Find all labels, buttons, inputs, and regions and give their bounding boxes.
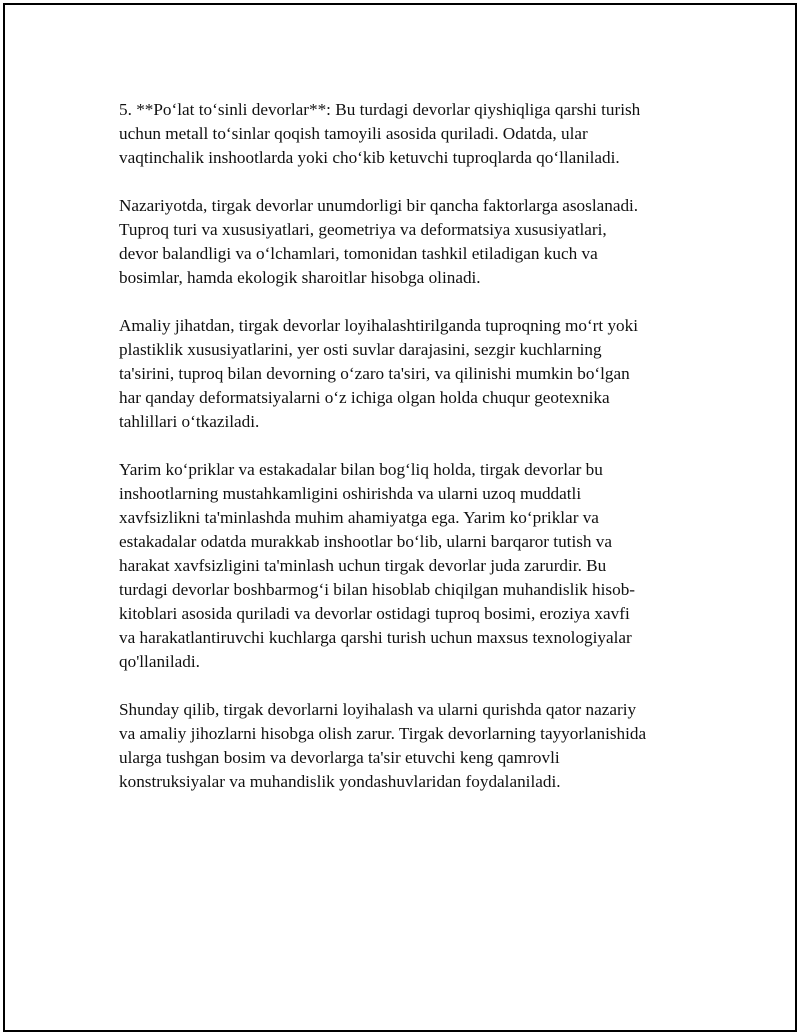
paragraph-practice: Amaliy jihatdan, tirgak devorlar loyihalashtirilganda tuproqning moʻrt yoki plastiklik xususiyatlarini, yer osti suvlar darajasini, sezgir kuchlarning ta'sirini, tuproq bilan devorning oʻzaro ta'siri, va qilinishi mumkin boʻlgan har qanday deformatsiyalarni oʻz ichiga olgan holda chuqur geotexnika tahlillari oʻtkaziladi. bbox=[119, 316, 639, 431]
paragraph-conclusion: Shunday qilib, tirgak devorlarni loyihalash va ularni qurishda qator nazariy va amaliy jihozlarni hisobga olish zarur. Tirgak devorlarning tayyorlanishida ularga tushgan bosim va devorlarga ta'sir etuvchi keng qamrovli konstruksiyalar va muhandislik yondashuvlaridan foydalaniladi. bbox=[119, 700, 647, 791]
document-body bbox=[119, 98, 699, 818]
paragraph-theory: Nazariyotda, tirgak devorlar unumdorligi bir qancha faktorlarga asoslanadi. Tuproq turi va xususiyatlari, geometriya va deformatsiya xususiyatlari, devor balandligi va oʻlchamlari, tomonidan tashkil etiladigan kuch va bosimlar, hamda ekologik sharoitlar hisobga olinadi. bbox=[119, 196, 639, 287]
paragraph-steel-sheet-walls: 5. **Poʻlat toʻsinli devorlar**: Bu turdagi devorlar qiyshiqligа qarshi turish uchun metall toʻsinlar qoqish tamoyili asosida quriladi. Odatda, ular vaqtinchalik inshootlarda yoki choʻkib ketuvchi tuproqlarda qoʻllaniladi. bbox=[119, 100, 641, 167]
page-frame bbox=[3, 3, 797, 1032]
paragraph-bridges-overpasses: Yarim koʻpriklar va estakadalar bilan bogʻliq holda, tirgak devorlar bu inshootlarning mustahkamligini oshirishda va ularni uzoq muddatli xavfsizlikni ta'minlashda muhim ahamiyatga ega. Yarim koʻpriklar va estakadalar odatda murakkab inshootlar boʻlib, ularni barqaror tutish va harakat xavfsizligini ta'minlash uchun tirgak devorlar juda zarurdir. Bu turdagi devorlar boshbarmogʻi bilan hisoblab chiqilgan muhandislik hisob- kitoblari asosida quriladi va devorlar ostidagi tuproq bosimi, eroziya xavfi va harakatlantiruvchi kuchlarga qarshi turish uchun maxsus texnologiyalar qo'llaniladi. bbox=[119, 460, 636, 671]
